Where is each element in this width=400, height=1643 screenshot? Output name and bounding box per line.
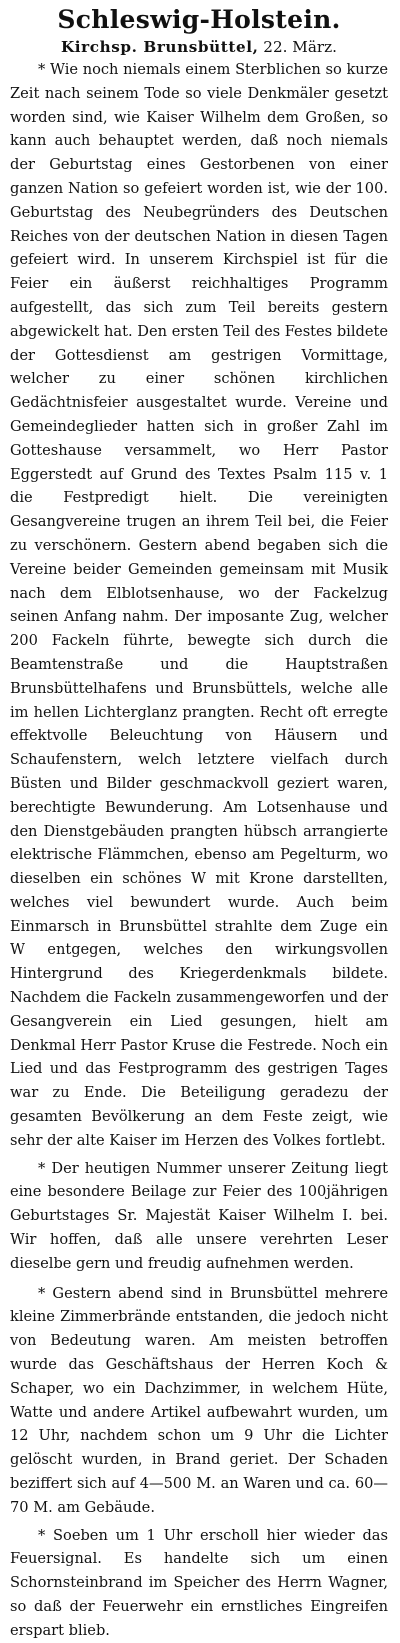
paragraph-kaiser-celebration: * Wie noch niemals einem Sterblichen so kurze Zeit nach seinem Tode so viele Denkmäler gesetzt worden sind, wie Kaiser Wilhelm dem Großen, so kann auch behauptet werden, daß noch niemals der Geburtstag eines Gestorbenen von einer ganzen Nation so gefeiert worden ist, wie der 100. Geburtstag des Neubegründers des Deutschen Reiches von der deutschen Nation in diesen Tagen gefeiert wird. In unserem Kirchspiel ist für die Feier ein äußerst reichhaltiges Programm aufgestellt, das sich zum Teil bereits gestern abgewickelt hat. Den ersten Teil des Festes bildete der Gottesdienst am gestrigen Vormittage, welcher zu einer schönen kirchlichen Gedächtnisfeier ausgestaltet wurde. Vereine und Gemeindeglieder hatten sich in großer Zahl im Gotteshause versammelt, wo Herr Pastor Eggerstedt auf Grund des Textes Psalm 115 v. 1 die Festpredigt hielt. Die vereinigten Gesangvereine trugen an ihrem Teil bei, die Feier zu verschönern. Gestern abend begaben sich die Vereine beider Gemeinden gemeinsam mit Musik nach dem Elblotsenhause, wo der Fackelzug seinen Anfang nahm. Der imposante Zug, welcher 200 Fackeln führte, bewegte sich durch die Beamtenstraße und die Hauptstraßen Brunsbüttelhafens und Brunsbüttels, welche alle im hellen Lichterglanz prangten. Recht oft erregte effektvolle Beleuchtung von Häusern und Schaufenstern, welch letztere vielfach durch Büsten und Bilder geschmackvoll geziert waren, berechtigte Bewunderung. Am Lotsenhause und den Dienstgebäuden prangten hübsch arrangierte elektrische Flämmchen, ebenso am Pegelturm, wo dieselben ein schönes W mit Krone darstellten, welches viel bewundert wurde. Auch beim Einmarsch in Brunsbüttel strahlte dem Zuge ein W entgegen, welches den wirkungsvollen Hintergrund des Kriegerdenkmals bildete. Nachdem die Fackeln zusammengeworfen und der Gesangverein ein Lied gesungen, hielt am Denkmal Herr Pastor Kruse die Festrede. Noch ein Lied und das Festprogramm des gestrigen Tages war zu Ende. Die Beteiligung geradezu der gesamten Bevölkerung an dem Feste zeigt, wie sehr der alte Kaiser im Herzen des Volkes fortlebt. — [10, 61, 388, 1149]
paragraph-supplement-notice: * Der heutigen Nummer unserer Zeitung liegt eine besondere Beilage zur Feier des 100jährigen Geburtstages Sr. Majestät Kaiser Wilhelm I. bei. Wir hoffen, daß alle unsere verehrten Leser dieselbe gern und freudig aufnehmen werden. — [10, 1159, 388, 1272]
dateline-date: 22. März. — [258, 38, 337, 56]
paragraph-room-fires: * Gestern abend sind in Brunsbüttel mehrere kleine Zimmerbrände entstanden, die jedoch nicht von Bedeutung waren. Am meisten betroffen wurde das Geschäftshaus der Herren Koch & Schaper, wo ein Dachzimmer, in welchem Hüte, Watte und andere Artikel aufbewahrt wurden, um 12 Uhr, nachdem schon um 9 Uhr die Lichter gelöscht wurden, in Brand geriet. Der Schaden beziffert sich auf 4—500 M. an Waren und ca. 60—70 M. am Gebäude. — [10, 1284, 388, 1516]
dateline — [10, 36, 388, 58]
paragraph-chimney-fire: * Soeben um 1 Uhr erscholl hier wieder das Feuersignal. Es handelte sich um einen Schornsteinbrand im Speicher des Herrn Wagner, so daß der Feuerwehr ein ernstliches Eingreifen erspart blieb. — [10, 1526, 388, 1639]
dateline-place: Kirchsp. Brunsbüttel, — [60, 38, 259, 56]
section-title: Schleswig-Holstein. — [57, 5, 341, 34]
